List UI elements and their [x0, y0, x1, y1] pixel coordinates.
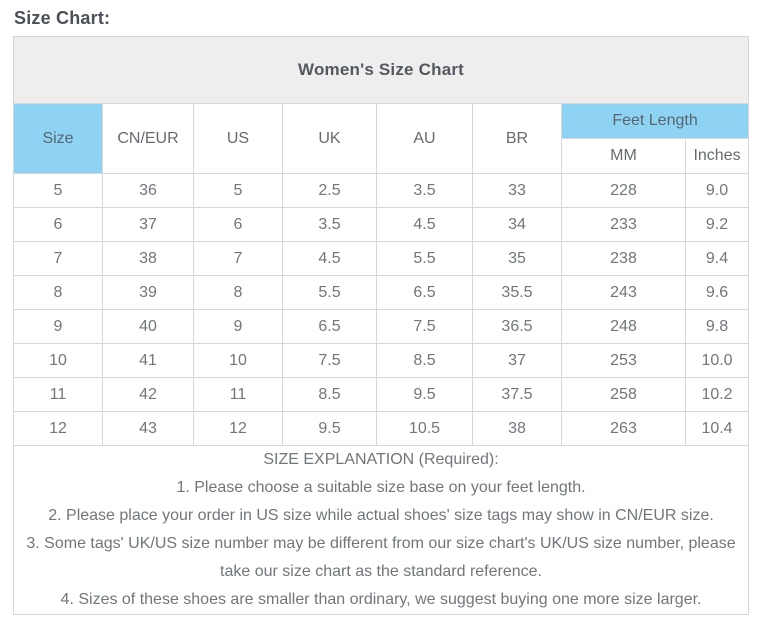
table-cell: 228: [562, 174, 686, 208]
table-cell: 9.0: [686, 174, 749, 208]
table-cell: 10.5: [377, 412, 473, 446]
table-title: Women's Size Chart: [14, 37, 749, 104]
table-cell: 39: [103, 276, 194, 310]
table-cell: 8.5: [283, 378, 377, 412]
column-header-size: Size: [14, 104, 103, 174]
table-cell: 238: [562, 242, 686, 276]
table-cell: 10.0: [686, 344, 749, 378]
table-cell: 11: [194, 378, 283, 412]
column-header-uk: UK: [283, 104, 377, 174]
table-cell: 8: [14, 276, 103, 310]
explanation-row: [14, 446, 749, 615]
explanation-heading: SIZE EXPLANATION (Required):: [263, 451, 499, 468]
page-title: Size Chart:: [14, 8, 111, 28]
explanation-line-3: 3. Some tags' UK/US size number may be different from our size chart's UK/US size number, please take our size chart as the standard reference.: [26, 535, 736, 580]
table-cell: 38: [103, 242, 194, 276]
table-cell: 4.5: [377, 208, 473, 242]
table-cell: 38: [473, 412, 562, 446]
table-cell: 10: [14, 344, 103, 378]
table-footer: [14, 446, 749, 615]
table-cell: 8: [194, 276, 283, 310]
table-row: [14, 412, 749, 446]
table-cell: 37: [473, 344, 562, 378]
column-header-br: BR: [473, 104, 562, 174]
table-cell: 37.5: [473, 378, 562, 412]
table-cell: 7.5: [283, 344, 377, 378]
table-cell: 11: [14, 378, 103, 412]
table-cell: 10.4: [686, 412, 749, 446]
table-cell: 5.5: [283, 276, 377, 310]
table-row: [14, 208, 749, 242]
size-chart-table: [13, 36, 749, 615]
table-cell: 248: [562, 310, 686, 344]
table-title-row: [14, 37, 749, 104]
table-cell: 258: [562, 378, 686, 412]
table-cell: 3.5: [377, 174, 473, 208]
column-header-cn-eur: CN/EUR: [103, 104, 194, 174]
table-cell: 5: [194, 174, 283, 208]
table-row: [14, 310, 749, 344]
table-cell: 2.5: [283, 174, 377, 208]
table-cell: 12: [14, 412, 103, 446]
table-cell: 42: [103, 378, 194, 412]
table-row: [14, 344, 749, 378]
column-header-inches: Inches: [686, 139, 749, 174]
column-header-au: AU: [377, 104, 473, 174]
size-explanation: [14, 446, 749, 615]
table-cell: 9.2: [686, 208, 749, 242]
table-header: [14, 37, 749, 174]
table-cell: 6.5: [283, 310, 377, 344]
table-cell: 253: [562, 344, 686, 378]
table-cell: 35: [473, 242, 562, 276]
table-cell: 8.5: [377, 344, 473, 378]
table-cell: 9: [14, 310, 103, 344]
table-row: [14, 378, 749, 412]
table-cell: 36.5: [473, 310, 562, 344]
table-cell: 9.5: [283, 412, 377, 446]
table-cell: 9.6: [686, 276, 749, 310]
table-cell: 263: [562, 412, 686, 446]
explanation-line-2: 2. Please place your order in US size while actual shoes' size tags may show in CN/EUR size.: [48, 507, 714, 524]
table-cell: 41: [103, 344, 194, 378]
table-cell: 7: [194, 242, 283, 276]
table-cell: 34: [473, 208, 562, 242]
table-cell: 10: [194, 344, 283, 378]
table-cell: 5: [14, 174, 103, 208]
table-cell: 233: [562, 208, 686, 242]
column-header-us: US: [194, 104, 283, 174]
table-cell: 9.8: [686, 310, 749, 344]
table-cell: 10.2: [686, 378, 749, 412]
table-cell: 7.5: [377, 310, 473, 344]
column-header-row: [14, 104, 749, 139]
table-cell: 6: [194, 208, 283, 242]
table-cell: 4.5: [283, 242, 377, 276]
table-row: [14, 276, 749, 310]
table-row: [14, 242, 749, 276]
table-cell: 6: [14, 208, 103, 242]
table-cell: 40: [103, 310, 194, 344]
table-cell: 9.5: [377, 378, 473, 412]
table-cell: 36: [103, 174, 194, 208]
table-cell: 9: [194, 310, 283, 344]
table-cell: 3.5: [283, 208, 377, 242]
column-header-mm: MM: [562, 139, 686, 174]
table-cell: 33: [473, 174, 562, 208]
explanation-line-4: 4. Sizes of these shoes are smaller than ordinary, we suggest buying one more size larger.: [60, 591, 702, 608]
table-cell: 43: [103, 412, 194, 446]
table-cell: 243: [562, 276, 686, 310]
table-cell: 35.5: [473, 276, 562, 310]
explanation-line-1: 1. Please choose a suitable size base on your feet length.: [176, 479, 586, 496]
table-cell: 6.5: [377, 276, 473, 310]
column-header-feet-length: Feet Length: [562, 104, 749, 139]
table-cell: 5.5: [377, 242, 473, 276]
table-body: [14, 174, 749, 446]
table-cell: 12: [194, 412, 283, 446]
table-cell: 7: [14, 242, 103, 276]
table-cell: 37: [103, 208, 194, 242]
table-row: [14, 174, 749, 208]
table-cell: 9.4: [686, 242, 749, 276]
